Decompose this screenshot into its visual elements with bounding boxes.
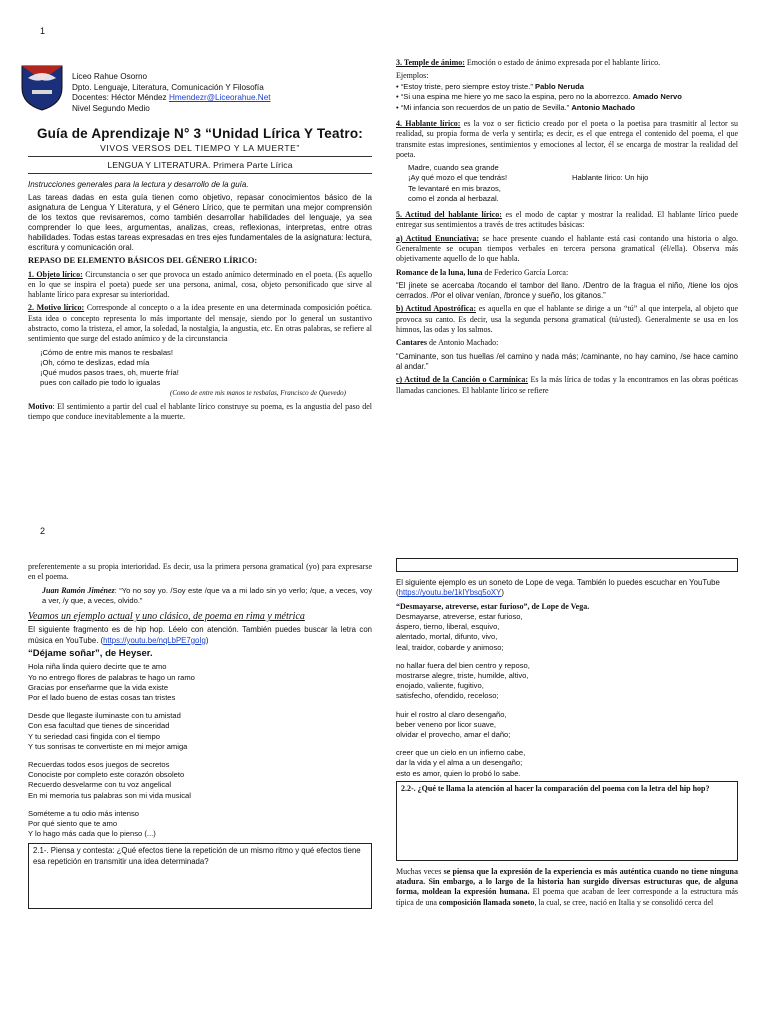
question-2-1-box[interactable]: 2.1-. Piensa y contesta: ¿Qué efectos tiene la repetición de un mismo ritmo y qué efectos tiene esa repetición en transmitir una idea determinada? (28, 843, 372, 909)
question-2-2-box[interactable]: 2.2-. ¿Qué te llama la atención al hacer la comparación del poema con la letra del hip hop? (396, 781, 738, 861)
song-stanza: Sométeme a tu odio más intenso Por qué siento que te amo Y lo hago más cada que lo pienso (...) (28, 808, 156, 839)
page1-right-column (396, 58, 738, 399)
actitud-carminica: c) Actitud de la Canción o Carmínica: Es la más lírica de todas y la encontramos en las obras poéticas llamadas canciones. El hablante lírico se refiere (396, 375, 739, 395)
sonnet-title: “Desmayarse, atreverse, estar furioso”, de Lope de Vega. (396, 601, 590, 611)
teacher-email-link[interactable]: Hmendezr@Liceorahue.Net (168, 93, 271, 103)
hiphop-intro: El siguiente fragmento es de hip hop. Léelo con atención. También puedes buscar la letra con música en YouTube. (https://youtu.be/nqLbPE7goIg) (28, 625, 372, 645)
examples-list (396, 82, 738, 114)
list-item: • “Estoy triste, pero siempre estoy triste.” Pablo Neruda (396, 81, 584, 91)
jrj-example: Juan Ramón Jiménez: “Yo no soy yo. /Soy este /que va a mi lado sin yo verlo; /que, a veces, voy a ver, /y que, a veces, olvido.” (42, 585, 373, 605)
motivo-lirico: 2. Motivo lírico: Corresponde al concepto o a la idea presente en una determinada composición poética. Esta idea o concepto representa lo más importante del mensaje, siendo por lo general un sustantivo abstracto, como la tristeza, el amor, la soledad, la nostalgia, la angustia, etc. En otras palabras, se refiere al sentimiento que surge del estado anímico y de la circunstancia (28, 303, 373, 344)
quevedo-credit: (Como de entre mis manos te resbalas, Francisco de Quevedo) (169, 389, 346, 398)
sonnet-stanza: huir el rostro al claro desengaño, beber veneno por licor suave, olvidar el provecho, amar el daño; (396, 709, 511, 739)
actitud-apostrofica: b) Actitud Apostrófica: es aquella en que el hablante se dirige a un “tú” al que interpela, al objeto que provoca su canto. Es decir, usa la segunda persona gramatical (tú/usted). Generalmente se usa en los himnos, las odas y los salmos. (396, 304, 738, 335)
page-number: 1 (40, 26, 46, 36)
guide-subtitle: VIVOS VERSOS DEL TIEMPO Y LA MUERTE” (100, 143, 300, 153)
hiphop-youtube-link[interactable]: https://youtu.be/nqLbPE7goIg (103, 635, 206, 645)
department: Dpto. Lenguaje, Literatura, Comunicación Y Filosofía (72, 82, 264, 92)
hablante-poem: Madre, cuando sea grande ¡Ay qué mozo el que tendrás! Te levantaré en mis brazos, como el zonda al herbazal. Hablante lírico: Un hijo (408, 163, 649, 203)
page-number: 2 (40, 526, 46, 536)
divider (28, 156, 372, 157)
school-header (72, 72, 312, 114)
level: Nivel Segundo Medio (72, 103, 150, 113)
guide-title: Guía de Aprendizaje N° 3 “Unidad Lírica Y Teatro: (36, 126, 364, 141)
instructions-title: Instrucciones generales para la lectura y desarrollo de la guía. (28, 180, 249, 189)
romance-quote: “El jinete se acercaba /tocando el tambor del llano. /Dentro de la fragua el niño, /tiene los ojos cerrados. /Por el olivar venían, /bronce y sueño, los gitanos.” (396, 280, 738, 301)
quevedo-poem: ¡Cómo de entre mis manos te resbalas! ¡Oh, cómo te deslizas, edad mía ¡Qué mudos pasos traes, oh, muerte fría! pues con callado pie todo lo igualas (40, 347, 179, 388)
objeto-lirico: 1. Objeto lírico: Circunstancia o ser que provoca un estado anímico determinado en el poeta. (Es aquello en lo que se inspira el poeta) puede ser una persona, animal, cosa, objeto personificado que sirve al hablante lírico para expresar su interioridad. (28, 269, 373, 300)
cantares-quote: “Caminante, son tus huellas /el camino y nada más; /caminante, no hay camino, /se hace camino al andar.” (396, 351, 738, 371)
school-crest-icon (18, 60, 66, 112)
song-stanza: Recuerdas todos esos juegos de secretos Conociste por completo este corazón obsoleto Recuerdo desvelarme con tu voz angelical En mi memoria tus palabras son mi vida musical (28, 760, 191, 800)
page2-left-column (28, 562, 372, 909)
actitud-enunciativa: a) Actitud Enunciativa: se hace presente cuando el hablante está casi contando una historia o algo. Generalmente se ocupan tiempos verbales en tercera persona gramatical (él/ella). Observa más objetivamente aquello de lo que habla. (396, 233, 739, 264)
closing-paragraph: Muchas veces se piensa que la expresión de la experiencia es más auténtica cuando no tiene ninguna atadura. Sin embargo, a lo largo de la historia han surgido diversas estructuras que, de alguna forma, moldean la expresión humana. El poema que acaban de leer corresponde a la estructura más típica de una composición llamada soneto, la cual, se cree, nació en Italia y se consolidó cerca del (396, 866, 739, 907)
list-item: • “Si una espina me hiere yo me saco la espina, pero no la aborrezco. Amado Nervo (396, 92, 682, 102)
school-name: Liceo Rahue Osorno (72, 72, 148, 81)
sonnet-stanza: Desmayarse, atreverse, estar furioso, áspero, tierno, liberal, esquivo, alentado, mortal, difunto, vivo, leal, traidor, cobarde y animoso; (396, 611, 523, 652)
romance-ref: Romance de la luna, luna de Federico García Lorca: (396, 267, 569, 277)
song-stanza: Desde que llegaste iluminaste con tu amistad Con esa facultad que tienes de sinceridad Y tu seriedad casi fingida con el tiempo Y tus sonrisas te convertiste en mi mejor amiga (28, 711, 188, 751)
actitud-hablante: 5. Actitud del hablante lírico: es el modo de captar y mostrar la realidad. El hablante lírico puede entregar sus sentimientos a través de tres actitudes básicas: (396, 210, 738, 230)
top-box (396, 558, 738, 572)
temple-de-animo: 3. Temple de ánimo: Emoción o estado de ánimo expresada por el hablante lírico. (396, 58, 661, 67)
song-title: “Déjame soñar”, de Heyser. (28, 648, 153, 660)
cantares-ref: Cantares de Antonio Machado: (396, 338, 499, 348)
song-stanza: Hola niña linda quiero decirte que te amo Yo no entrego flores de palabras te hago un ramo Gracias por enseñarme que la vida existe Por el lado bueno de estas cosas tan tristes (28, 662, 195, 702)
sonnet-youtube-link[interactable]: https://youtu.be/1kIYbsq5oXY (398, 588, 502, 598)
motivo-example: Motivo: El sentimiento a partir del cual el hablante lírico construye su poema, es la angustia del paso del tiempo que conduce inevitablemente a la muerte. (28, 401, 372, 422)
examples-label: Ejemplos: (396, 71, 429, 81)
instructions-text: Las tareas dadas en esta guía tienen como objetivo, repasar conocimientos básico de la asignatura de Lengua Y Literatura, y el Género Lírico, que te permitan una mejor comprensión de los textos que revisaremos, como también desarrollar habilidades del lenguaje, ya sea comprender lo que lees, argumentas, analizas, creas, reflexionas, interpretas, entre otras habilidades. Todas estas tareas expresadas en tres ejes fundamentales de la asignatura: lectura, escritura y comunicación oral. (28, 193, 372, 253)
hablante-lirico: 4. Hablante lírico: es la voz o ser ficticio creado por el poeta o la poetisa para trasmitir al lector su realidad, su propia forma de verla y sentirla; es decir, es el que entrega el contenido del poema, el que transmite estas impresiones, sentimientos y emociones al lector, él se encarga de mostrar la realidad del poeta. (396, 119, 739, 159)
list-item: • “Mi infancia son recuerdos de un patio de Sevilla.” Antonio Machado (396, 102, 636, 112)
carminica-continued: preferentemente a su propia interioridad. Es decir, usa la primera persona gramatical (yo) para expresarse en el poema. (28, 562, 372, 582)
teachers: Docentes: Héctor Méndez Hmendezr@Liceorahue.Net (72, 93, 271, 103)
review-title: REPASO DE ELEMENTO BÁSICOS DEL GÉNERO LÍRICO: (28, 256, 258, 266)
subject-line: LENGUA Y LITERATURA. Primera Parte Lírica (107, 160, 293, 170)
example-title: Veamos un ejemplo actual y uno clásico, de poema en rima y métrica (28, 611, 305, 623)
page1-left-column (28, 122, 372, 425)
sonnet-stanza: no hallar fuera del bien centro y reposo, mostrarse alegre, triste, humilde, altivo, enojado, valiente, fugitivo, satisfecho, ofendido, receloso; (396, 660, 530, 701)
page2-right-column (396, 558, 738, 911)
sonnet-intro: El siguiente ejemplo es un soneto de Lope de vega. También lo puedes escuchar en YouTube (https://youtu.be/1kIYbsq5oXY) (396, 578, 720, 598)
hablante-note: Hablante lírico: Un hijo (572, 173, 649, 183)
sonnet-stanza: creer que un cielo en un infierno cabe, dar la vida y el alma a un desengaño; esto es amor, quien lo probó lo sabe. (396, 748, 526, 778)
divider (28, 173, 372, 174)
